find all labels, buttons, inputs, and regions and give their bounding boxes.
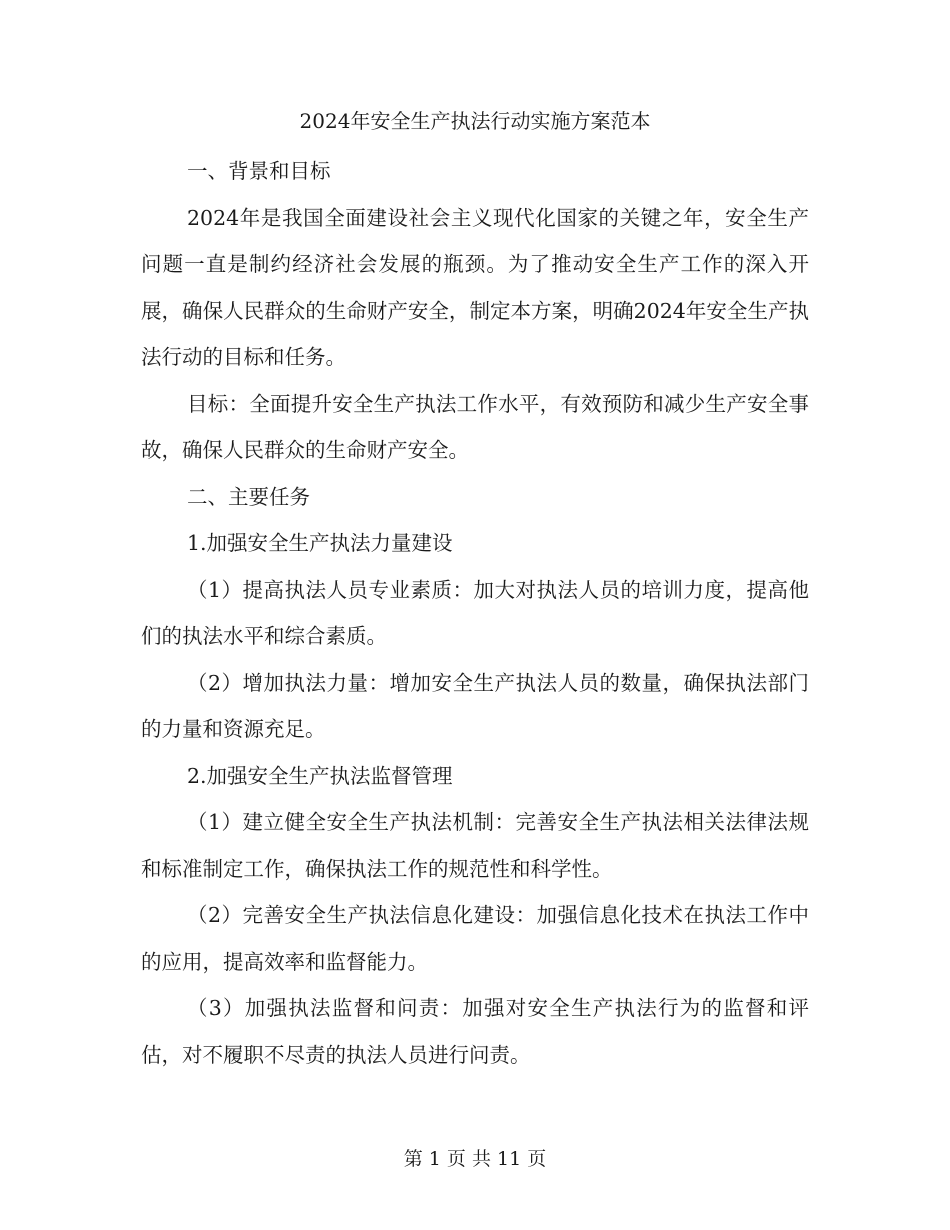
page-footer: 第 1 页 共 11 页 (403, 1148, 547, 1170)
document-title: 2024年安全生产执法行动实施方案范本 (299, 109, 651, 133)
list-item-task-2-1: （1）建立健全安全生产执法机制：完善安全生产执法相关法律法规和标准制定工作，确保执法工作的规范性和科学性。 (141, 810, 809, 881)
subheading-task-1: 1.加强安全生产执法力量建设 (187, 531, 453, 555)
list-item-task-1-1: （1）提高执法人员专业素质：加大对执法人员的培训力度，提高他们的执法水平和综合素质。 (141, 577, 809, 648)
paragraph-background: 2024年是我国全面建设社会主义现代化国家的关键之年，安全生产问题一直是制约经济社会发展的瓶颈。为了推动安全生产工作的深入开展，确保人民群众的生命财产安全，制定本方案，明确2024年安全生产执法行动的目标和任务。 (141, 205, 809, 369)
list-item-task-2-2: （2）完善安全生产执法信息化建设：加强信息化技术在执法工作中的应用，提高效率和监督能力。 (141, 903, 809, 974)
document-body (141, 148, 809, 1078)
list-item-task-2-3: （3）加强执法监督和问责：加强对安全生产执法行为的监督和评估，对不履职不尽责的执法人员进行问责。 (141, 996, 809, 1067)
paragraph-goal: 目标：全面提升安全生产执法工作水平，有效预防和减少生产安全事故，确保人民群众的生命财产安全。 (141, 391, 809, 462)
subheading-task-2: 2.加强安全生产执法监督管理 (187, 763, 453, 788)
section-heading-tasks: 二、主要任务 (187, 484, 310, 509)
section-heading-background: 一、背景和目标 (187, 159, 331, 183)
list-item-task-1-2: （2）增加执法力量：增加安全生产执法人员的数量，确保执法部门的力量和资源充足。 (141, 670, 809, 741)
